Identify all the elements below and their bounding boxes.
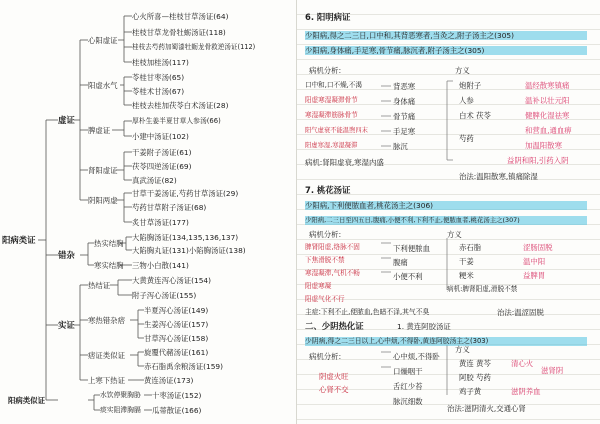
sec8-rx-title: 方义	[455, 345, 470, 354]
label-yang-luan: 阳病类似证	[8, 396, 45, 405]
sec7-c1: 下利便脓血	[393, 244, 430, 253]
sec6-f3: 寒湿凝滞筋脉骨节	[305, 111, 358, 119]
sec7-rx1: 赤石脂	[459, 243, 482, 252]
leaf-13: 芍药甘草附子汤证(68)	[132, 203, 207, 212]
sec7-f4: 阳虚寒凝	[305, 282, 332, 290]
sec6-f1: 口中和,口不燥,不渴	[305, 81, 362, 89]
sec8-c1: 心中烦,不得卧	[393, 352, 440, 361]
sec7-rx3: 粳米	[459, 271, 474, 280]
right-page-lines	[297, 0, 600, 424]
leaf-2: 桂枝去芍药加蜀漆牡蛎龙骨救逆汤证(112)	[132, 43, 256, 51]
sec8-treat: 治法:滋阴清火,交通心肾	[447, 404, 526, 413]
sec8-line1: 少阴病,得之二三日以上,心中烦,不得卧,黄连阿胶汤主之(303)	[305, 337, 587, 346]
label-xu: 虚证	[58, 115, 75, 125]
bottom-label-0: 水饮停聚胸胁	[100, 391, 141, 399]
sec7-rx2b: 温中阳	[523, 257, 546, 266]
sub-re-shi: 热结证	[88, 281, 111, 290]
sub-han-shi: 寒实结胸	[94, 261, 124, 270]
leaf-3: 桂枝加桂汤(117)	[132, 58, 189, 67]
leaf-1: 桂枝甘草龙骨牡蛎汤证(118)	[132, 28, 226, 37]
sec6-f5: 阳虚寒湿,寒湿凝滞	[305, 142, 358, 149]
sec6-rx1: 炮附子	[459, 81, 482, 90]
label-cuo: 错杂	[58, 250, 75, 260]
sec8-c4: 脉沉细数	[393, 397, 423, 406]
leaf-16: 大陷胸丸证(131)小陷胸汤证(138)	[132, 246, 246, 255]
leaf-26: 十枣汤证(152)	[152, 391, 202, 400]
sec8-f2: 心肾不交	[319, 385, 349, 394]
sec8-c3: 舌红少苔	[393, 382, 423, 391]
leaf-23: 旋覆代赭汤证(161)	[144, 348, 209, 357]
sec6-c5: 脉沉	[393, 142, 408, 151]
sec8-title: 二、少阴热化证	[305, 321, 364, 331]
sec6-f4: 阳气虚衰不能温煦四末	[305, 127, 368, 134]
sec7-f5: 阳虚气化不行	[305, 295, 345, 303]
leaf-14: 炙甘草汤证(177)	[132, 218, 189, 227]
sub-shen: 阴阳两虚	[88, 196, 118, 205]
sec6-rx3b: 健脾化湿祛寒	[525, 111, 570, 120]
leaf-15: 大陷胸汤证(134,135,136,137)	[132, 233, 239, 242]
leaf-18: 大黄黄连泻心汤证(154)	[132, 276, 211, 285]
sec7-pathology: 病机:脾肾阳虚,滑脱不禁	[447, 285, 518, 293]
sec6-rx4: 芍药	[459, 134, 474, 143]
sec6-f2: 阳虚寒湿凝滞骨节	[305, 96, 358, 104]
sub-pi: 脾虚证	[88, 126, 111, 135]
sec6-rx-title: 方义	[455, 66, 470, 75]
leaf-17: 三物小白散(141)	[132, 261, 189, 270]
sub-han-re-cuo: 寒热错杂痞	[88, 316, 125, 325]
sec8-analysis: 病机分析:	[309, 352, 342, 361]
sec8-c2: 口燥咽干	[393, 367, 423, 376]
sec7-rx-title: 方义	[447, 230, 462, 239]
sec6-c2: 身体痛	[393, 97, 416, 106]
sec8-rx3: 鸡子黄	[459, 387, 482, 396]
sec8-f1: 阴虚火旺	[319, 372, 349, 381]
sec8-sub: 1. 黄连阿胶汤证	[397, 322, 451, 331]
sec7-f1: 脾肾阳虚,络脉不固	[305, 243, 360, 251]
left-page	[0, 0, 297, 424]
sec7-line1: 少阳病,下利便脓血者,桃花汤主之(306)	[305, 201, 587, 210]
sec7-rx2: 干姜	[459, 257, 474, 266]
sec8-rx1b: 清心火	[511, 359, 534, 368]
leaf-6: 桂枝去桂加茯苓白术汤证(28)	[132, 101, 229, 110]
sec7-rx3b: 益脾胃	[523, 271, 546, 280]
leaf-21: 生姜泻心汤证(157)	[144, 320, 209, 329]
sub-xinpi: 阳虚水气	[88, 81, 118, 90]
sec8-rx1: 黄连 黄芩	[459, 359, 491, 368]
root-label: 阳病类证	[2, 235, 36, 245]
leaf-22: 甘草泻心汤证(158)	[144, 334, 209, 343]
sec8-rx3b: 滋阴养血	[511, 387, 541, 396]
sec6-rx1b: 温经散寒镇痛	[525, 81, 570, 90]
leaf-0: 心火所喜—桂枝甘草汤证(64)	[132, 12, 229, 21]
sec6-c1: 背恶寒	[393, 82, 416, 91]
sec6-rx2b: 温补以壮元阳	[525, 96, 570, 105]
leaf-25: 黄连汤证(173)	[144, 376, 194, 385]
bottom-label-1: 痰实阻滞胸膈	[100, 406, 141, 414]
sec7-line2: 少阳病,二三日至四五日,腹痛,小便不利,下利不止,便脓血者,桃花汤主之(307)	[305, 216, 587, 225]
sub-xin: 心阳虚证	[88, 36, 118, 45]
sec6-rx2: 人参	[459, 96, 474, 105]
sec6-c3: 骨节痛	[393, 112, 416, 121]
leaf-9: 干姜附子汤证(61)	[132, 148, 192, 157]
sec6-line2: 少阳病,身体痛,手足寒,骨节痛,脉沉者,附子汤主之(305)	[305, 46, 587, 55]
sec6-rx3: 白术 茯苓	[459, 111, 491, 120]
sec6-title: 6. 阳明病证	[305, 12, 351, 22]
leaf-19: 附子泻心汤证(155)	[132, 291, 197, 300]
leaf-10: 茯苓四逆汤证(69)	[132, 162, 192, 171]
label-shi: 实证	[58, 320, 75, 330]
sub-han-re: 热实结胸	[94, 239, 124, 248]
leaf-27: 瓜蒂散证(166)	[152, 406, 202, 415]
leaf-24: 赤石脂禹余粮汤证(159)	[144, 362, 223, 371]
leaf-8: 小建中汤证(102)	[132, 132, 189, 141]
leaf-11: 真武汤证(82)	[132, 176, 177, 185]
sec7-treat: 治法:温涩固脱	[497, 308, 544, 317]
sec7-analysis: 病机分析:	[309, 230, 342, 239]
leaf-7: 厚朴生姜半夏甘草人参汤(66)	[132, 117, 221, 125]
sec6-rx5: 加温阳散寒	[525, 141, 562, 150]
sec6-rx4b: 和营血,通血痹	[525, 126, 572, 135]
leaf-4: 苓桂甘枣汤(65)	[132, 73, 185, 82]
leaf-5: 苓桂术甘汤(67)	[132, 87, 185, 96]
sec6-rx6: 益阴和阳,引药入阴	[507, 156, 569, 165]
sec6-c4: 手足寒	[393, 127, 416, 136]
sec7-f2: 下焦滑脱不禁	[305, 256, 345, 264]
sec6-analysis: 病机分析:	[309, 66, 342, 75]
sub-shenpi: 肾阳虚证	[88, 166, 118, 175]
sec7-f3: 寒湿凝滞,气机不畅	[305, 269, 360, 277]
sec7-c2: 腹痛	[393, 258, 408, 267]
sec7-sum: 主症:下利不止,便脓血,色暗不泽,其气不臭	[305, 308, 430, 316]
sub-shang: 上寒下热证	[88, 376, 125, 385]
sec7-rx1b: 涩肠固脱	[523, 243, 553, 252]
sub-shui: 痞证类似证	[88, 351, 125, 360]
right-page	[297, 0, 600, 424]
sec8-rx2: 阿胶 芍药	[459, 373, 491, 382]
sec7-title: 7. 桃花汤证	[305, 185, 351, 195]
leaf-20: 半夏泻心汤证(149)	[144, 306, 209, 315]
leaf-12: 甘草干姜汤证,芍药甘草汤证(29)	[132, 189, 239, 198]
sec6-line1: 少阳病,得之二三日,口中和,其背恶寒者,当灸之,附子汤主之(305)	[305, 31, 587, 40]
sec8-rx2b: 滋肾阴	[541, 366, 564, 375]
sec6-pathology: 病机:肾阳虚衰,寒湿内盛	[305, 158, 384, 167]
sec7-c3: 小便不利	[393, 272, 423, 281]
sec6-rx-sum: 治法:温阳散寒,镇痛除湿	[459, 172, 538, 181]
